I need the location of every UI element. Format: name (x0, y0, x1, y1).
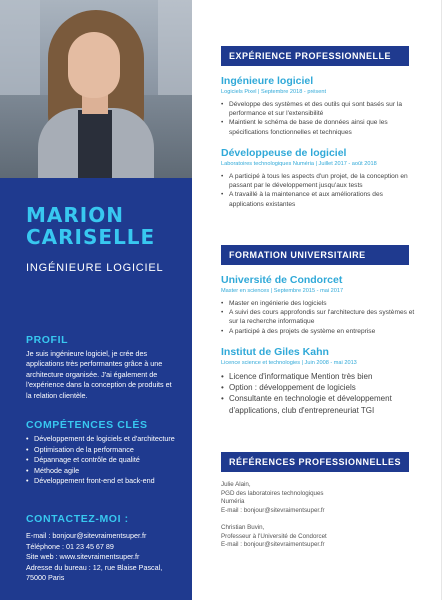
name-last: CARISELLE (26, 225, 156, 249)
person-name (26, 204, 155, 248)
reference-role: Professeur à l'Université de Condorcet (221, 532, 327, 540)
list-item: • A participé à tous les aspects d'un projet, de la conception en passant par le développement jusqu'aux tests (221, 172, 415, 190)
education-heading: FORMATION UNIVERSITAIRE (221, 245, 409, 265)
list-item: • Master en ingénierie des logiciels (221, 299, 415, 308)
references-heading: RÉFÉRENCES PROFESSIONNELLES (221, 452, 409, 472)
list-item: • Dépannage et contrôle de qualité (26, 455, 186, 466)
reference-name: Julie Alain, (221, 481, 251, 488)
profile-text: Je suis ingénieure logiciel, je crée des applications très performantes grâce à une architecture organisée. J'ai également de l'expérience dans la conception de produits et la relation clientèle. (26, 349, 172, 400)
job-entry-meta: Laboratoires technologiques Numéria | Juillet 2017 - août 2018 (221, 161, 377, 167)
contact-email: E-mail : bonjour@sitevraimentsuper.fr (26, 531, 147, 540)
skills-list (26, 434, 186, 487)
list-item: • A travaillé à la maintenance et aux améliorations des applications existantes (221, 190, 415, 208)
school-meta: Licence science et technologies | Juin 2008 - mai 2013 (221, 360, 357, 366)
reference-entry (221, 481, 411, 515)
contact-block (26, 531, 186, 584)
job-entry (221, 147, 415, 209)
job-entry (221, 75, 415, 137)
contact-website: Site web : www.sitevraimentsuper.fr (26, 552, 140, 562)
list-item: • A participé à des projets de système en entreprise (221, 327, 415, 336)
list-item: • Développement de logiciels et d'architecture (26, 434, 186, 445)
experience-heading: EXPÉRIENCE PROFESSIONNELLE (221, 46, 409, 66)
contact-heading: CONTACTEZ-MOI : (26, 513, 129, 525)
education-entry (221, 274, 415, 336)
skills-heading: COMPÉTENCES CLÉS (26, 419, 148, 431)
reference-email: E-mail : bonjour@sitevraimentsuper.fr (221, 541, 325, 549)
contact-address: Adresse du bureau : 12, rue Blaise Pascal, (26, 562, 163, 572)
reference-name: Christian Buvin, (221, 524, 265, 531)
name-first: MARION (26, 203, 124, 227)
list-item: • Optimisation de la performance (26, 445, 186, 456)
left-column (0, 0, 192, 600)
contact-phone: Téléphone : 01 23 45 67 89 (26, 541, 114, 551)
reference-role: PGD des laboratoires technologiques (221, 489, 324, 497)
job-entry-meta: Logiciels Pixel | Septembre 2018 - présent (221, 89, 326, 95)
list-item: • Licence d'informatique Mention très bien (221, 371, 415, 382)
school-title: Institut de Giles Kahn (221, 346, 329, 358)
list-item: • A suivi des cours approfondis sur l'architecture des systèmes et sur la recherche informatique (221, 308, 415, 326)
list-item: • Maintient le schéma de base de données ainsi que les spécifications fonctionnelles et techniques (221, 118, 415, 136)
list-item: • Développe des systèmes et des outils qui sont basés sur la performance et sur l'extensibilité (221, 100, 415, 118)
school-title: Université de Condorcet (221, 274, 343, 286)
education-entry (221, 346, 415, 416)
reference-email: E-mail : bonjour@sitevraimentsuper.fr (221, 506, 325, 514)
contact-city: 75000 Paris (26, 573, 65, 583)
list-item: • Méthode agile (26, 466, 186, 477)
job-entry-title: Développeuse de logiciel (221, 147, 347, 159)
profile-photo (0, 0, 192, 178)
reference-org: Numéria (221, 498, 245, 506)
profile-heading: PROFIL (26, 334, 69, 346)
list-item: • Consultante en technologie et développement d'applications, club d'entrepreneuriat TGI (221, 393, 415, 415)
job-entry-title: Ingénieure logiciel (221, 75, 314, 87)
reference-entry (221, 524, 411, 550)
school-meta: Master en sciences | Septembre 2015 - mai 2017 (221, 288, 344, 294)
list-item: • Option : développement de logiciels (221, 382, 415, 393)
job-title: INGÉNIEURE LOGICIEL (26, 262, 164, 274)
list-item: • Développement front-end et back-end (26, 476, 186, 487)
